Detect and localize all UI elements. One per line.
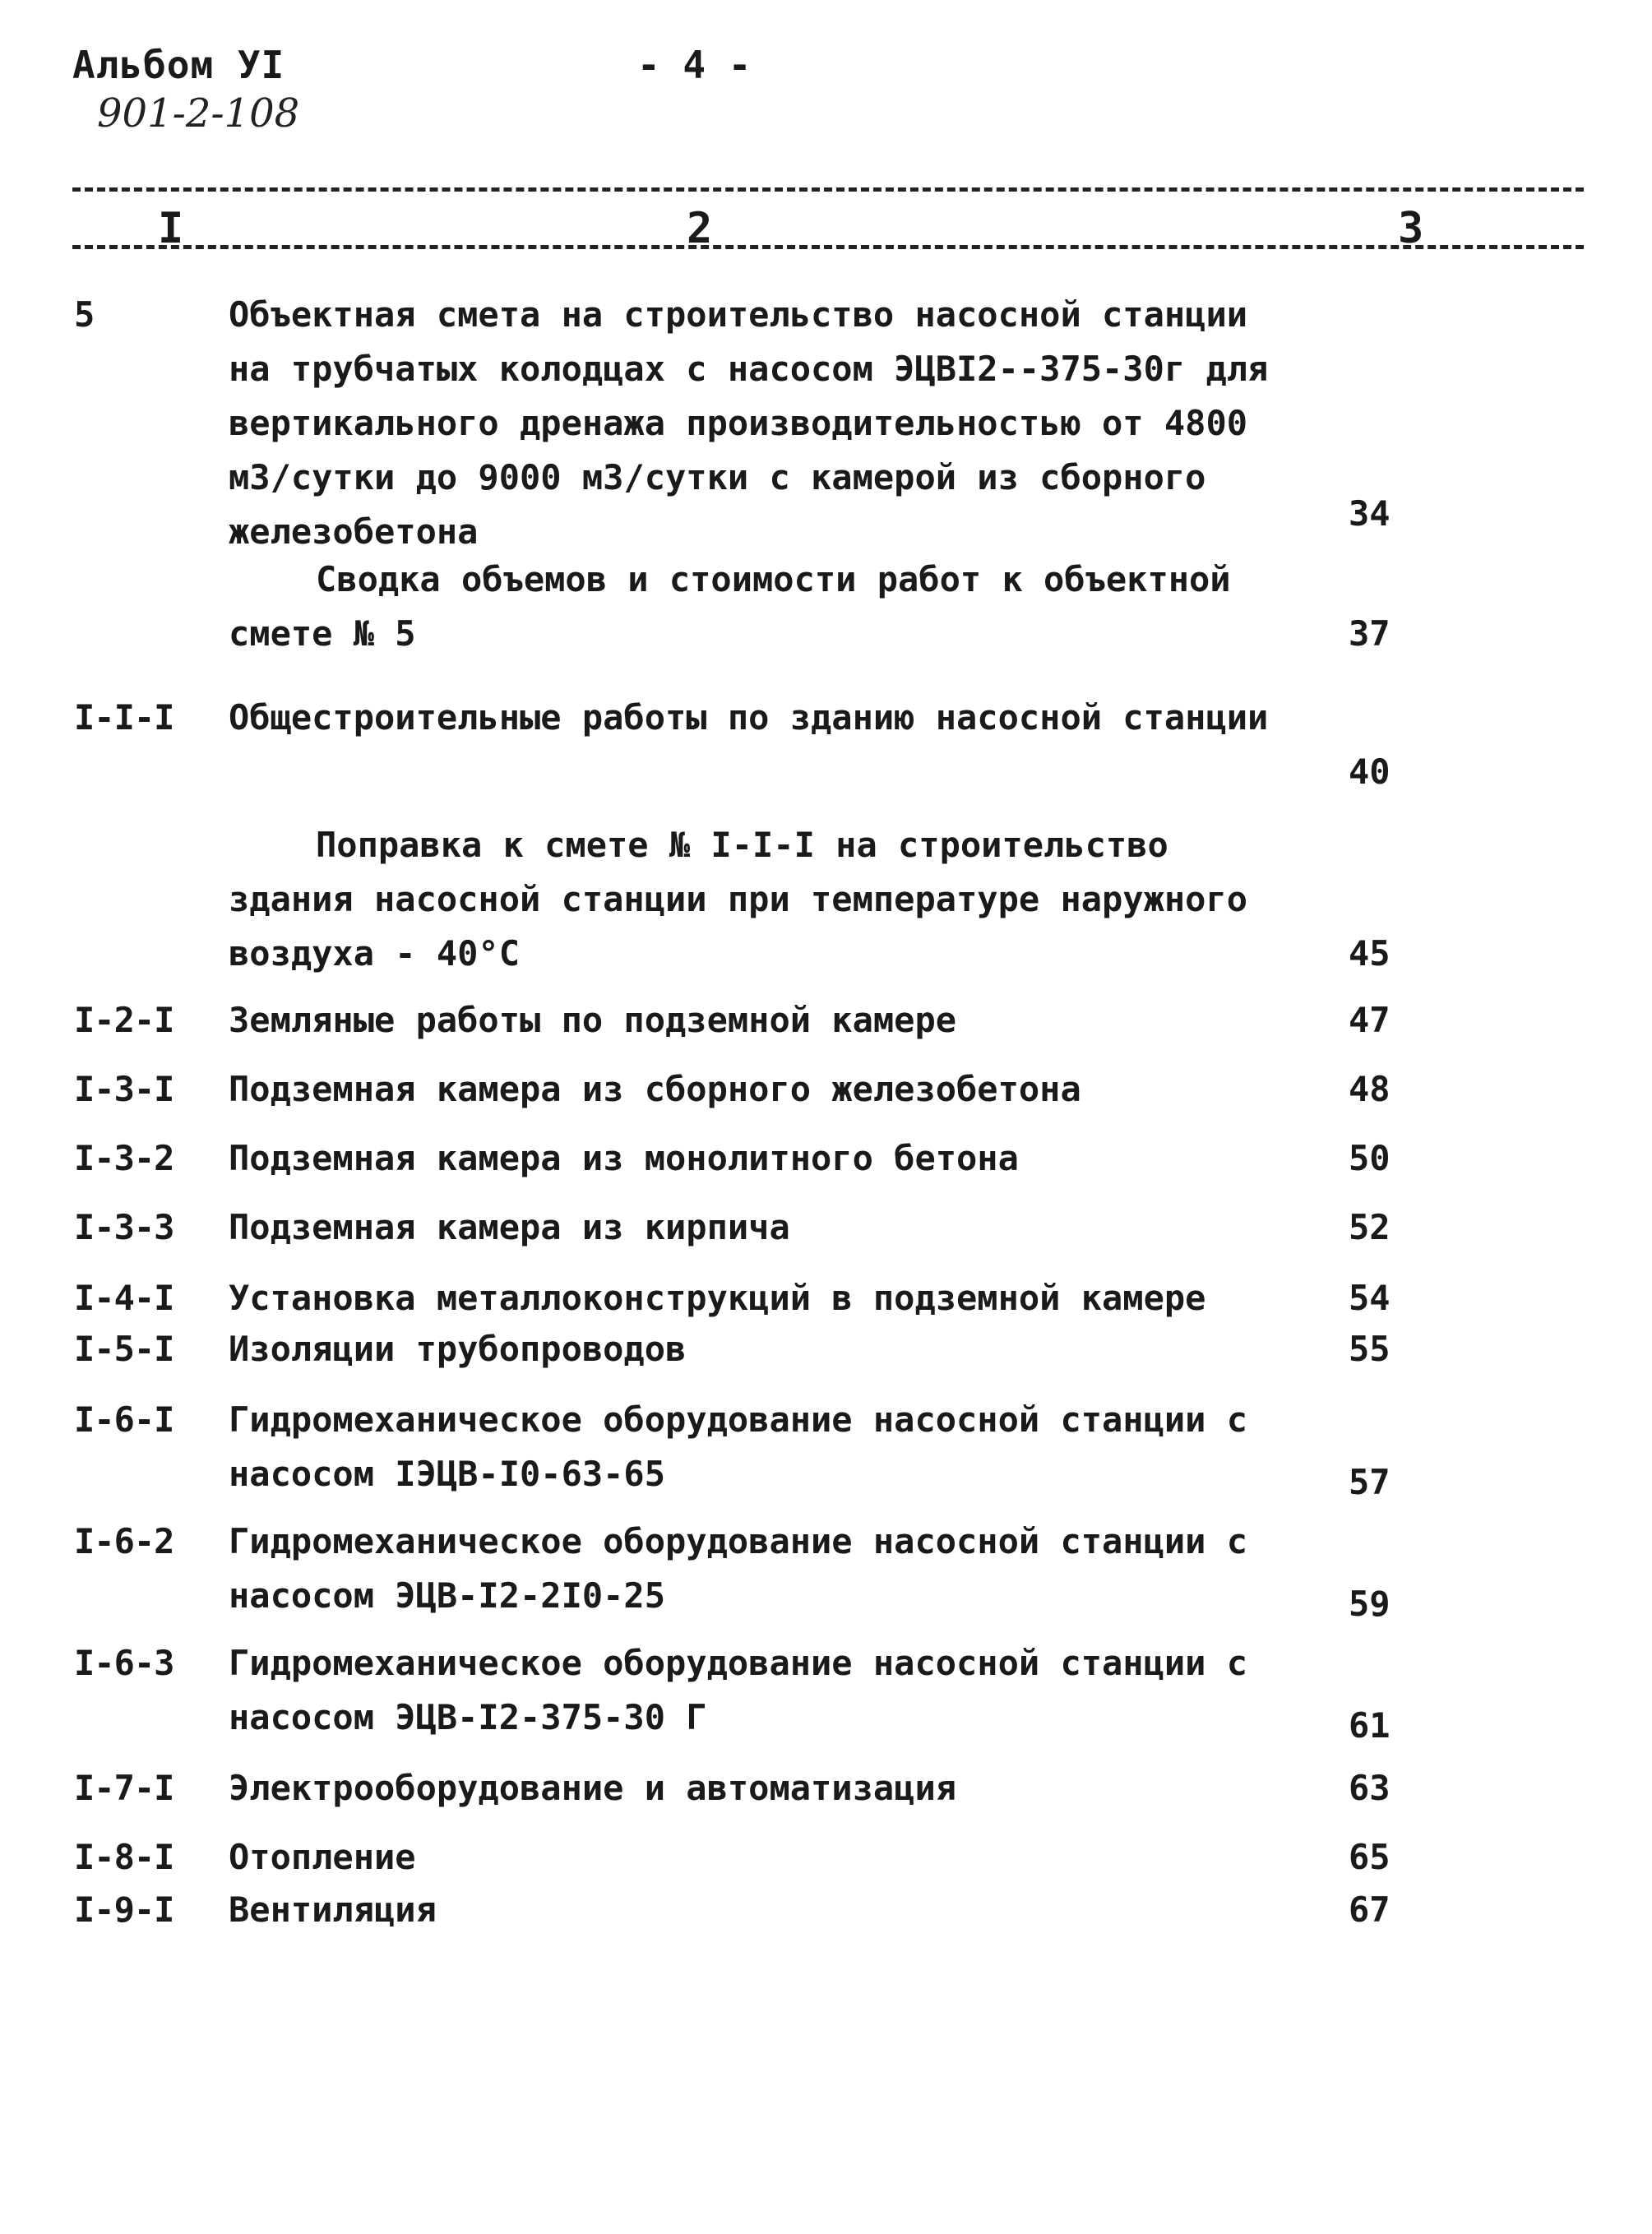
entry-text: Изоляции трубопроводов: [229, 1329, 687, 1369]
entry-text: Гидромеханическое оборудование насосной станции с насосом ЭЦВ-I2-2I0-25: [229, 1521, 1269, 1616]
column-header-2: 2: [687, 204, 713, 253]
entry-code: I-6-3: [74, 1643, 174, 1683]
entry-text: Подземная камера из сборного железобетона: [229, 1069, 1081, 1109]
entry-page: 67: [1349, 1889, 1391, 1930]
entry-page: 34: [1349, 493, 1391, 534]
entry-code: 5: [74, 294, 95, 335]
entry-text: Подземная камера из монолитного бетона: [229, 1138, 1019, 1178]
entry-text: Общестроительные работы по зданию насосной станции: [229, 697, 1269, 738]
entry-text: Поправка к смете № I-I-I на строительство здания насосной станции при температуре наружного воздуха - 40°C: [229, 825, 1269, 974]
entry-page: 54: [1349, 1278, 1391, 1318]
entry-code: I-9-I: [74, 1889, 174, 1930]
entry-code: I-6-I: [74, 1399, 174, 1440]
entry-text: Установка металлоконструкций в подземной камере: [229, 1278, 1206, 1318]
entry-text: Вентиляция: [229, 1889, 437, 1930]
entry-text: Объектная смета на строительство насосной станции на трубчатых колодцах с насосом ЭЦВI2--375-30г для вертикального дренажа производительностью от 4800 м3/сутки до 9000 м3/сутки с камерой из сборного железобетона: [229, 294, 1289, 552]
column-header-1: I: [158, 204, 184, 253]
entry-code: I-4-I: [74, 1278, 174, 1318]
entry-code: I-7-I: [74, 1768, 174, 1808]
entry-code: I-8-I: [74, 1837, 174, 1877]
entry-code: I-5-I: [74, 1329, 174, 1369]
entry-text: Гидромеханическое оборудование насосной станции с насосом ЭЦВ-I2-375-30 Г: [229, 1643, 1269, 1737]
entry-page: 55: [1349, 1329, 1391, 1369]
entry-text: Подземная камера из кирпича: [229, 1207, 790, 1247]
entry-code: I-2-I: [74, 1000, 174, 1040]
entry-text: Сводка объемов и стоимости работ к объектной смете № 5: [229, 559, 1252, 654]
entry-text: Земляные работы по подземной камере: [229, 1000, 957, 1040]
entry-page: 59: [1349, 1584, 1391, 1624]
entry-text: Гидромеханическое оборудование насосной станции с насосом IЭЦВ-I0-63-65: [229, 1399, 1269, 1494]
entry-page: 47: [1349, 1000, 1391, 1040]
page-number: - 4 -: [637, 43, 752, 87]
entry-page: 61: [1349, 1705, 1391, 1746]
album-label: Альбом УI: [72, 43, 285, 87]
entry-page: 45: [1349, 933, 1391, 974]
column-header-3: 3: [1398, 204, 1424, 253]
entry-page: 65: [1349, 1837, 1391, 1877]
header-divider-top: [72, 187, 1584, 192]
entry-page: 57: [1349, 1462, 1391, 1502]
entry-code: I-6-2: [74, 1521, 174, 1561]
entry-code: I-3-I: [74, 1069, 174, 1109]
entry-page: 63: [1349, 1768, 1391, 1808]
entry-code: I-3-2: [74, 1138, 174, 1178]
entry-text: Отопление: [229, 1837, 416, 1877]
entry-text: Электрооборудование и автоматизация: [229, 1768, 957, 1808]
entry-code: I-I-I: [74, 697, 174, 738]
entry-page: 52: [1349, 1207, 1391, 1247]
handwritten-project-code: 901-2-108: [97, 90, 300, 136]
entry-page: 40: [1349, 752, 1391, 792]
header-divider-bottom: [72, 245, 1584, 249]
entry-page: 37: [1349, 613, 1391, 654]
entry-page: 50: [1349, 1138, 1391, 1178]
entry-page: 48: [1349, 1069, 1391, 1109]
entry-code: I-3-3: [74, 1207, 174, 1247]
